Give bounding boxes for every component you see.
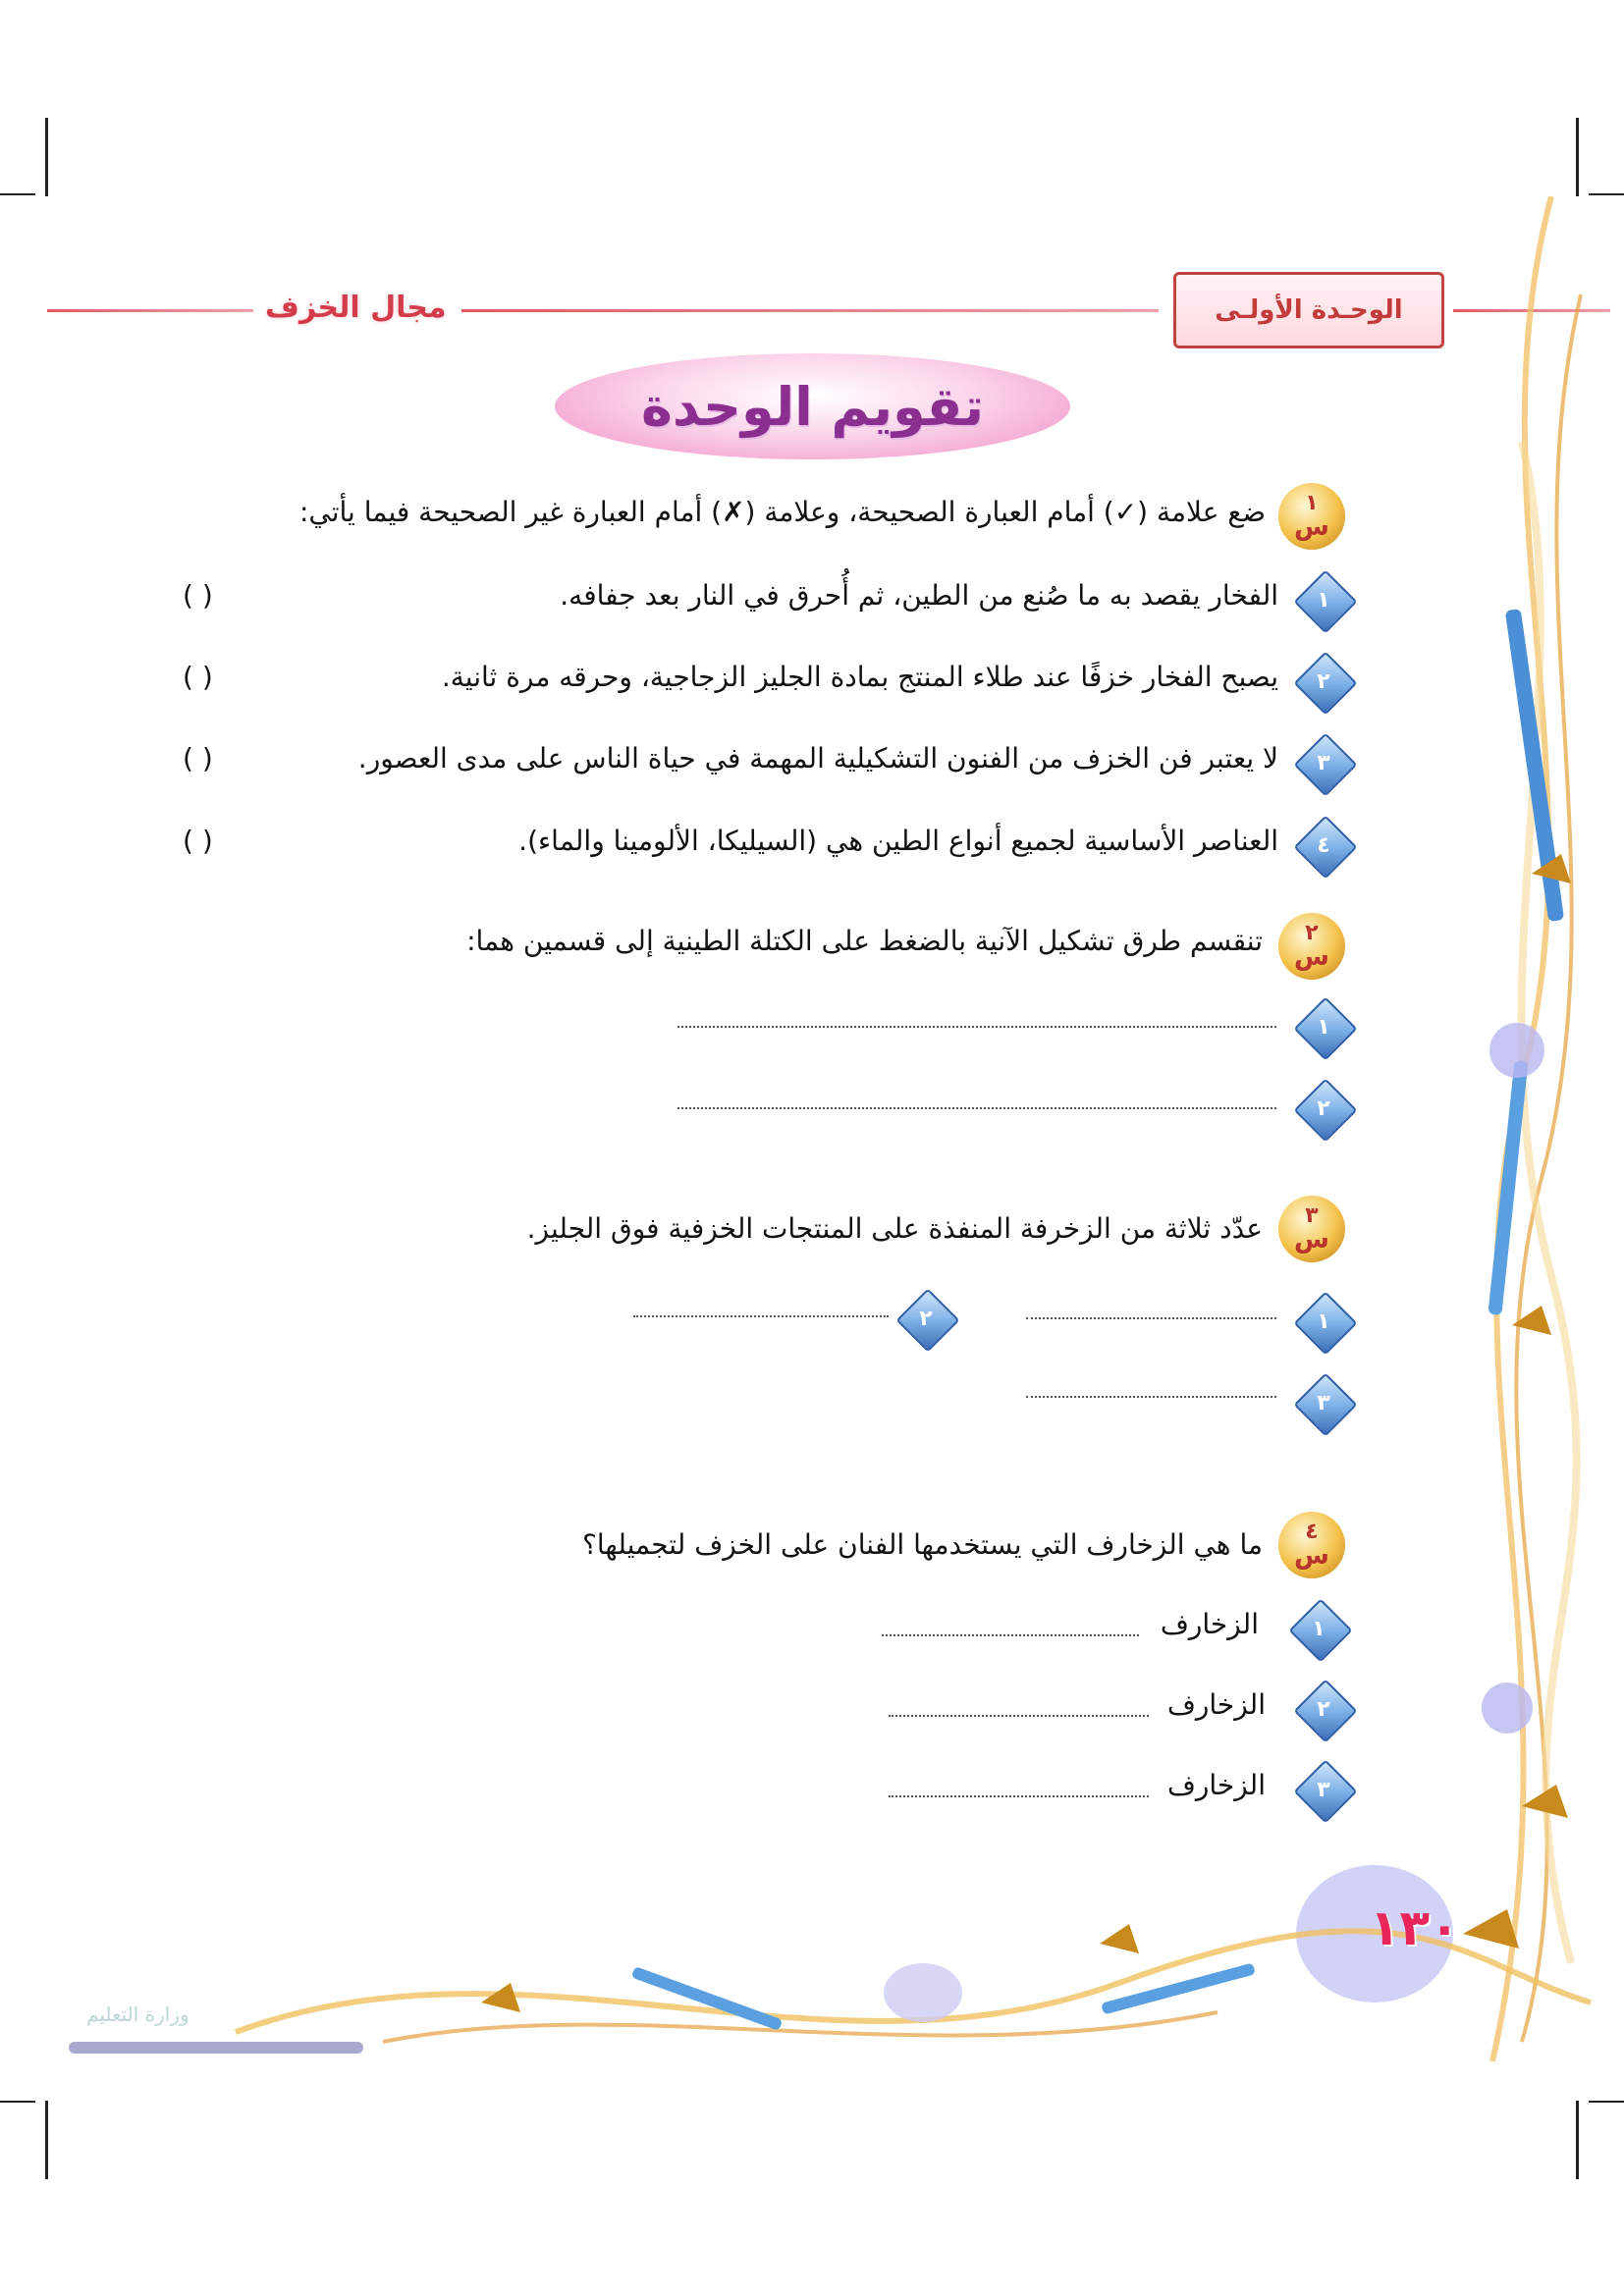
answer-line[interactable] [677, 1107, 1276, 1109]
crop-mark [0, 2101, 35, 2103]
decoration-label: الزخارف [1160, 1608, 1259, 1640]
item-number: ٤ [1317, 832, 1330, 858]
question-number: ٢ [1305, 921, 1319, 945]
question-prompt: ما هي الزخارف التي يستخدمها الفنان على الخزف لتجميلها؟ [582, 1528, 1263, 1561]
question-number: ٣ [1305, 1203, 1319, 1228]
question-letter: س [1294, 942, 1329, 972]
header-rule [461, 309, 1159, 312]
statement-text: الفخار يقصد به ما صُنع من الطين، ثم أُحرق في النار بعد جفافه. [560, 579, 1278, 612]
statement-text: يصبح الفخار خزفًا عند طلاء المنتج بمادة الجليز الزجاجية، وحرقه مرة ثانية. [441, 661, 1278, 693]
question-badge [1278, 1196, 1345, 1262]
item-number: ٣ [1317, 750, 1330, 775]
bottom-border-decoration [39, 1845, 1610, 2081]
item-number: ٢ [919, 1306, 933, 1331]
decoration-label: الزخارف [1166, 1688, 1266, 1721]
question-letter: س [1294, 1225, 1329, 1255]
question-prompt: ضع علامة (✓) أمام العبارة الصحيحة، وعلامة (✗) أمام العبارة غير الصحيحة فيما يأتي: [298, 496, 1266, 528]
question-badge [1278, 483, 1345, 550]
crop-mark [45, 2101, 48, 2179]
crop-mark [1576, 2101, 1579, 2179]
crop-mark [1589, 193, 1624, 195]
question-prompt: تنقسم طرق تشكيل الآنية بالضغط على الكتلة الطينية إلى قسمين هما: [466, 925, 1263, 957]
unit-badge [1173, 272, 1444, 348]
question-prompt: عدّد ثلاثة من الزخرفة المنفذة على المنتجات الخزفية فوق الجليز. [526, 1212, 1263, 1245]
question-number: ٤ [1305, 1520, 1319, 1544]
item-number: ٣ [1317, 1390, 1330, 1415]
crop-mark [1576, 118, 1579, 196]
field-label: مجال الخزف [265, 291, 447, 325]
header-rule [47, 309, 253, 312]
unit-label: الوحـدة الأولـى [1215, 295, 1403, 325]
item-number: ٢ [1317, 668, 1330, 694]
page-title: تقويم الوحدة [640, 375, 985, 438]
page-number: ١٣٠ [1370, 1899, 1460, 1956]
answer-line[interactable] [889, 1715, 1149, 1717]
item-number: ٣ [1317, 1777, 1330, 1802]
item-number: ٢ [1317, 1095, 1330, 1121]
question-letter: س [1294, 1541, 1329, 1571]
item-number: ١ [1317, 1014, 1330, 1040]
crop-mark [0, 193, 35, 195]
crop-mark [45, 118, 48, 196]
item-number: ١ [1312, 1616, 1326, 1641]
decoration-label: الزخارف [1166, 1769, 1266, 1801]
item-number: ١ [1317, 1308, 1330, 1334]
answer-box[interactable]: ( ) [183, 825, 213, 857]
item-number: ١ [1317, 587, 1330, 613]
statement-text: العناصر الأساسية لجميع أنواع الطين هي (السيليكا، الألومينا والماء). [518, 825, 1278, 857]
statement-text: لا يعتبر فن الخزف من الفنون التشكيلية المهمة في حياة الناس على مدى العصور. [357, 742, 1278, 774]
question-badge [1278, 1512, 1345, 1578]
floral-border-decoration [1434, 196, 1624, 2061]
question-badge [1278, 913, 1345, 980]
answer-box[interactable]: ( ) [183, 661, 213, 693]
answer-line[interactable] [882, 1634, 1139, 1636]
crop-mark [1589, 2101, 1624, 2103]
answer-line[interactable] [889, 1795, 1149, 1797]
answer-box[interactable]: ( ) [183, 742, 213, 774]
title-banner [555, 353, 1070, 459]
ministry-logo-text: وزارة التعليم [86, 2002, 189, 2026]
answer-line[interactable] [1026, 1396, 1276, 1398]
question-letter: س [1294, 512, 1329, 542]
answer-box[interactable]: ( ) [183, 579, 213, 612]
answer-line[interactable] [677, 1026, 1276, 1028]
answer-line[interactable] [1026, 1317, 1276, 1319]
item-number: ٢ [1317, 1696, 1330, 1722]
answer-line[interactable] [633, 1315, 889, 1317]
question-number: ١ [1305, 491, 1319, 515]
